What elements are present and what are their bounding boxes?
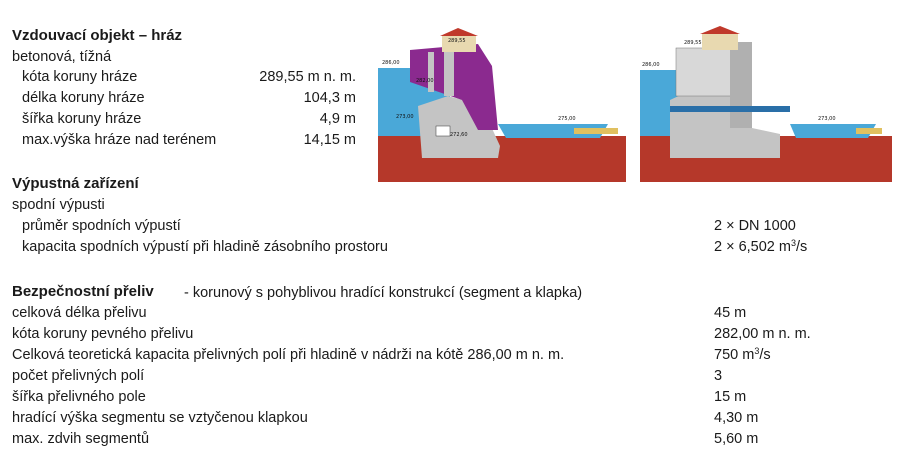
dam-row-label: kóta koruny hráze: [22, 69, 138, 85]
elevation-label: 272,60: [450, 132, 468, 138]
spillway-structure: [670, 86, 780, 158]
outlet-row-label: kapacita spodních výpustí při hladině zásobního prostoru: [22, 239, 388, 255]
dam-cross-section-svg: [378, 26, 626, 182]
spillway-wall: [730, 42, 752, 128]
spillway-row-value: 5,60 m: [714, 431, 759, 447]
spillway-row-label: kóta koruny pevného přelivu: [12, 326, 194, 342]
crest-house: [702, 34, 738, 50]
dam-pillar: [444, 48, 454, 96]
spillway-row-label: celková délka přelivu: [12, 305, 147, 321]
dam-cross-section-figure: [378, 26, 626, 182]
spillway-row-value: 750 $m^3/s$: [714, 346, 771, 363]
elevation-label: 275,00: [558, 116, 576, 122]
spillway-row-value: 282,00 m n. m.: [714, 326, 811, 342]
elevation-label: 273,00: [818, 116, 836, 122]
dam-row-value: 4,9 m: [319, 111, 356, 127]
outlet-row-label: průměr spodních výpustí: [22, 218, 181, 234]
spillway-row-value: 15 m: [714, 389, 747, 405]
elevation-label: 289,55: [448, 38, 466, 44]
dam-row-label: max.výška hráze nad terénem: [22, 132, 217, 148]
dam-row-label: šířka koruny hráze: [22, 111, 142, 127]
outlet-row-value: 2 × DN 1000: [714, 218, 796, 234]
dam-row-value: 289,55 m n. m.: [259, 69, 356, 85]
elevation-label: 273,00: [396, 114, 414, 120]
dam-row-value: 104,3 m: [303, 90, 356, 106]
outlet-row-value: 2 × 6,502 $m^3/s$: [714, 238, 808, 255]
spillway-cross-section-figure: [640, 26, 892, 182]
crest-house-roof: [440, 28, 478, 36]
spillway-cross-section-svg: [640, 26, 892, 182]
outlet-subtitle: spodní výpusti: [12, 197, 105, 213]
dam-row-label: délka koruny hráze: [22, 90, 145, 106]
elevation-label: 286,00: [642, 62, 660, 68]
spillway-row-label: max. zdvih segmentů: [12, 431, 150, 447]
elevation-label: 286,00: [382, 60, 400, 66]
spillway-description: - korunový s pohyblivou hradící konstrukcí (segment a klapka): [184, 285, 583, 301]
spillway-row-label: hradící výška segmentu se vztyčenou klapkou: [12, 410, 308, 426]
dam-pillar: [428, 52, 434, 92]
spillway-row-value: 4,30 m: [714, 410, 759, 426]
spillway-row-value: 3: [714, 368, 723, 384]
elevation-label: 289,55: [684, 40, 702, 46]
spillway-row-label: šířka přelivného pole: [12, 389, 146, 405]
spillway-row-label: počet přelivných polí: [12, 368, 145, 384]
elevation-label: 282,00: [416, 78, 434, 84]
ground-layer: [378, 136, 626, 182]
outlet-pipe: [670, 106, 790, 112]
dam-row-value: 14,15 m: [303, 132, 356, 148]
crest-house-roof: [700, 26, 740, 34]
dam-heading: Vzdouvací objekt – hráz: [12, 27, 183, 44]
spillway-heading: Bezpečnostní přeliv: [12, 283, 154, 300]
sand-layer: [856, 128, 882, 134]
spillway-row-label: Celková teoretická kapacita přelivných polí při hladině v nádrži na kótě 286,00 m n. m.: [12, 347, 565, 363]
sand-layer: [574, 128, 618, 134]
dam-subtitle: betonová, tížná: [12, 49, 112, 65]
inspection-gallery: [436, 126, 450, 136]
spillway-row-value: 45 m: [714, 305, 747, 321]
outlet-heading: Výpustná zařízení: [12, 175, 139, 192]
